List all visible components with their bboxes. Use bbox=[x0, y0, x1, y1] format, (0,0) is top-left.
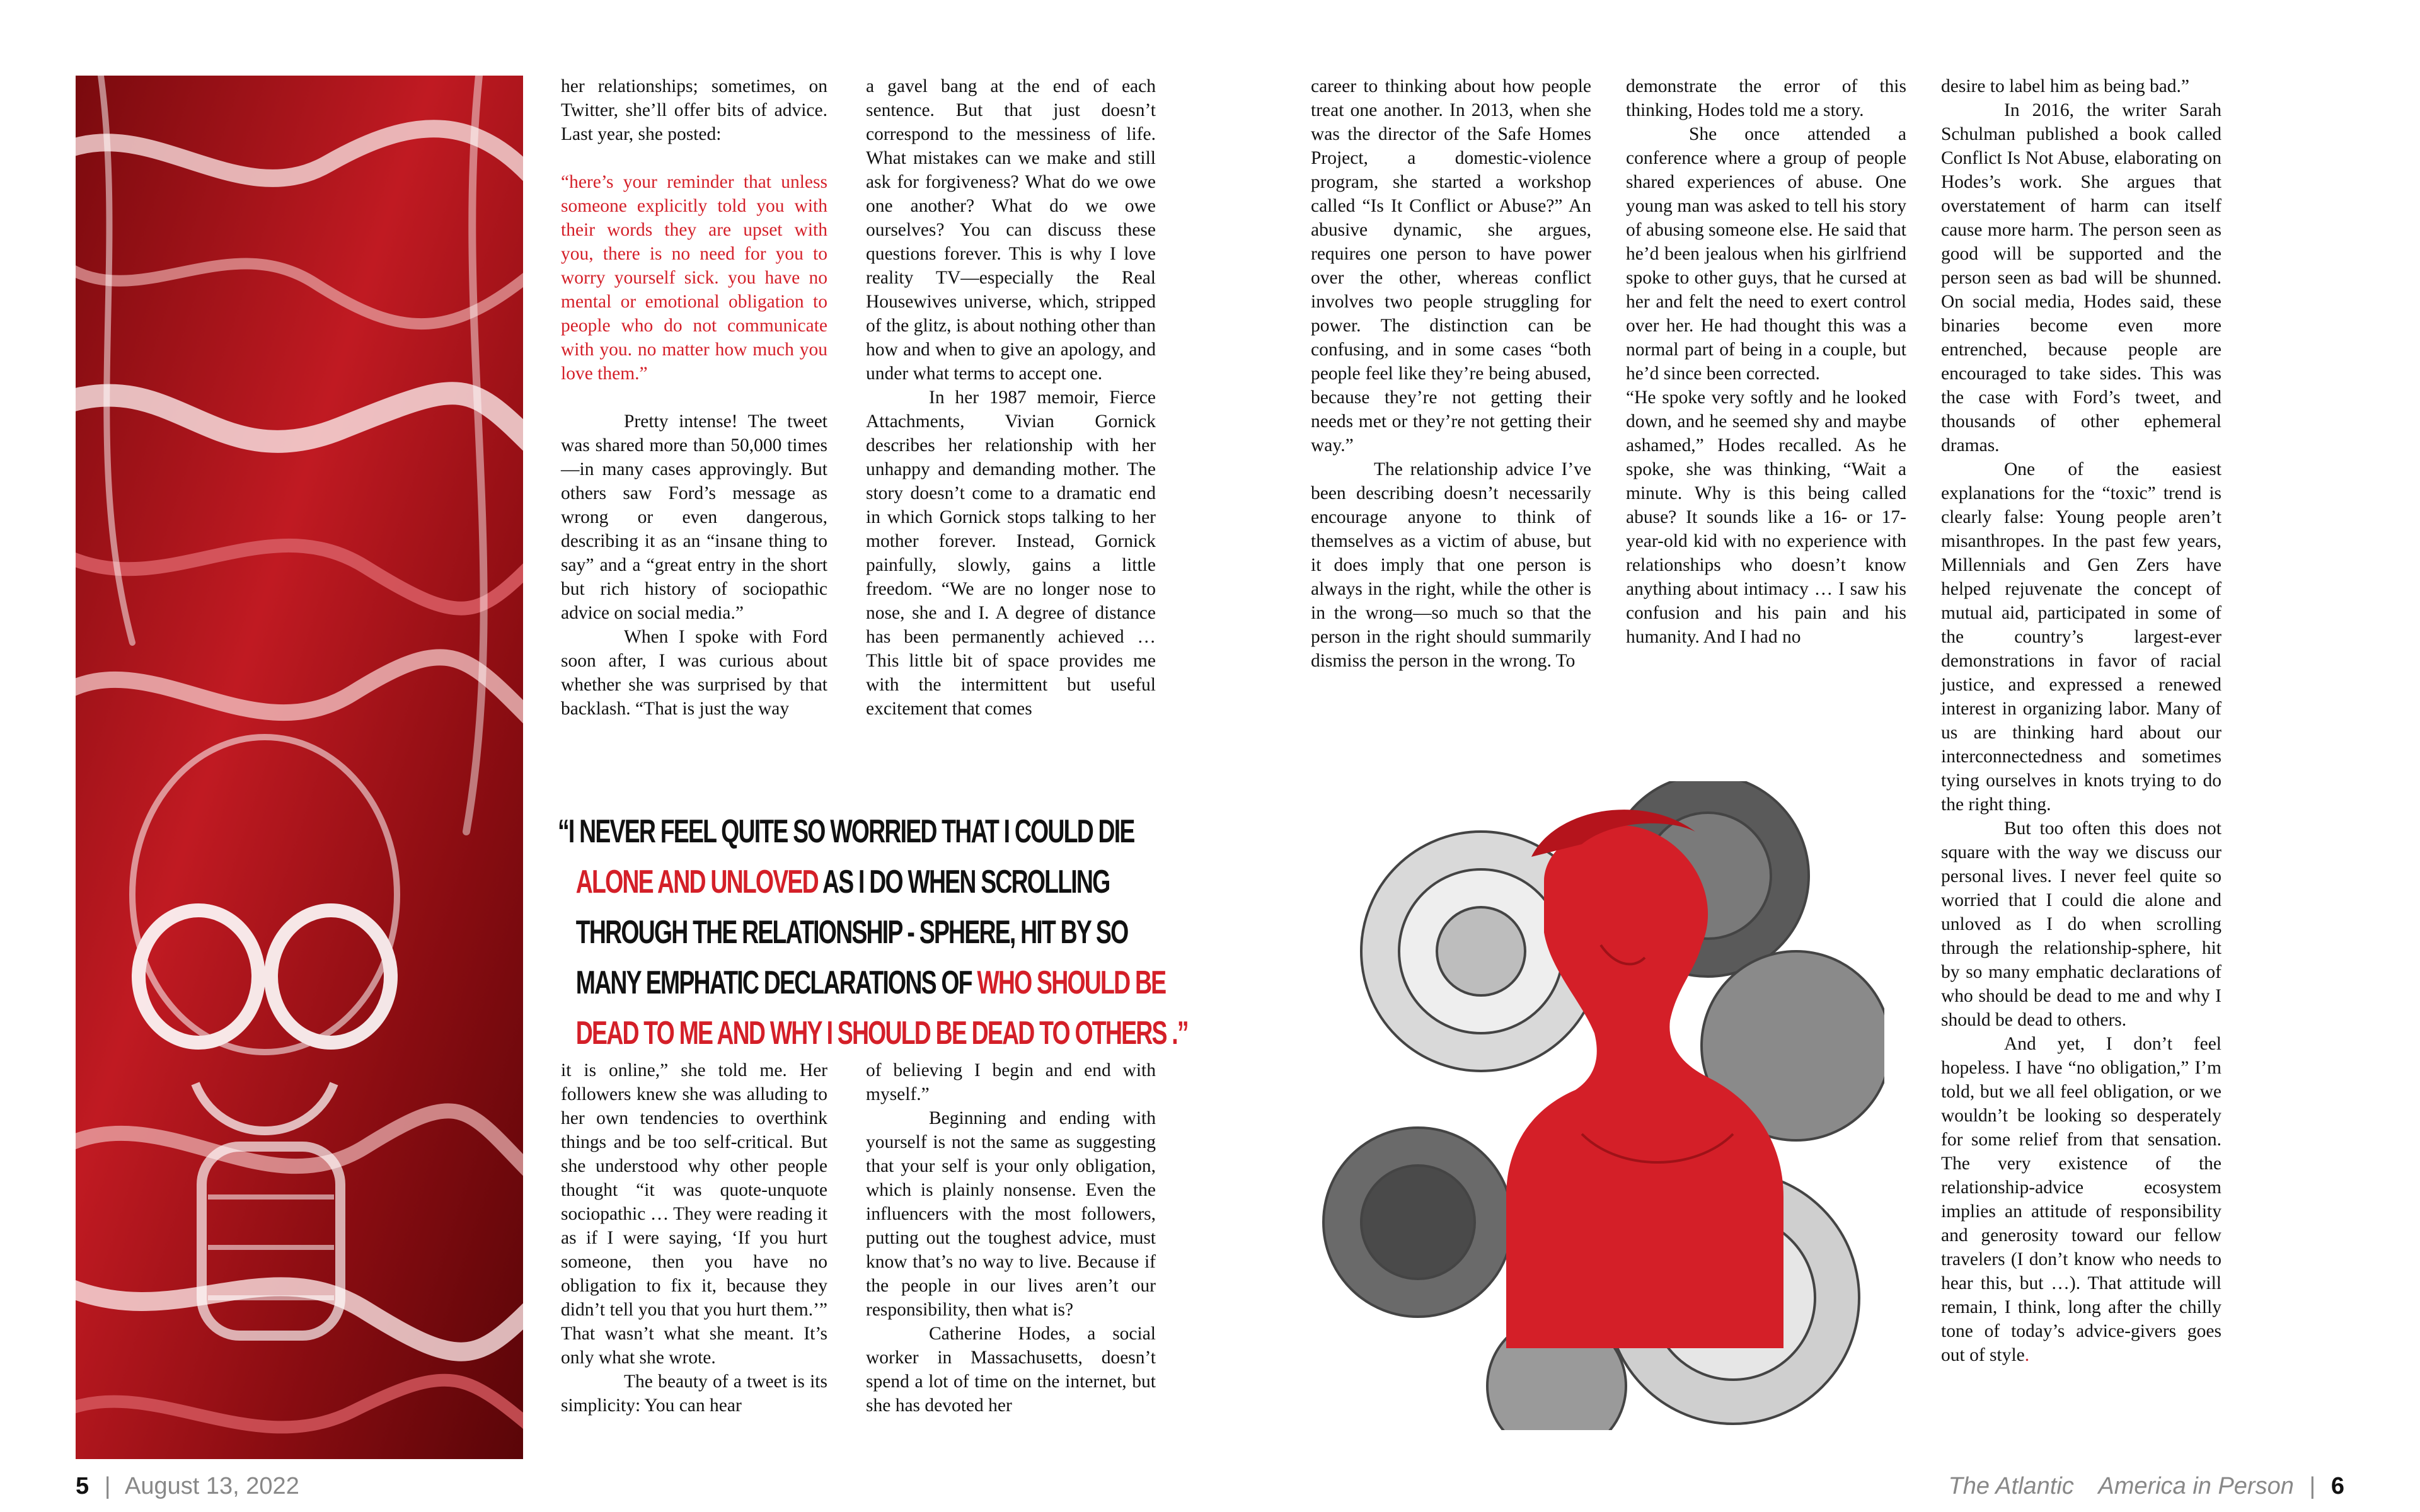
paragraph: One of the easiest explanations for the “toxic” trend is clearly false: Young people aren’t misanthropes. In the past few years, Millennials and Gen Zers have helped rejuvenate the concept of mutual aid, participated in some of the country’s largest-ever demonstrations in favor of racial justice, and expressed a renewed interest in organizing labor. Many of us are thinking hard about our interconnectedness and sometimes tying ourselves in knots trying to do the right thing. bbox=[1941, 459, 2221, 815]
pull-quote-line: THROUGH THE RELATIONSHIP - SPHERE, HIT BY SO bbox=[575, 914, 1128, 951]
paragraph: of believing I begin and end with myself.” bbox=[866, 1060, 1156, 1104]
pull-quote-highlight: WHO SHOULD BE bbox=[977, 965, 1166, 1001]
paragraph: Pretty intense! The tweet was shared more than 50,000 times—in many cases approvingly. But others saw Ford’s message as wrong or even dangerous, describing it as an “insane thing to say” and a “great entry in the short but rich history of sociopathic advice on social media.” bbox=[561, 411, 827, 623]
article-column-1-bottom bbox=[561, 1058, 827, 1418]
paragraph: The beauty of a tweet is its simplicity: You can hear bbox=[561, 1372, 827, 1416]
pull-quote-line bbox=[558, 958, 1166, 1008]
paragraph: The relationship advice I’ve been describing doesn’t necessarily encourage anyone to think of themselves as a victim of abuse, but it does imply that one person is always in the right, while the other is in the wrong—so much so that the person in the right should summarily dismiss the person in the wrong. To bbox=[1311, 459, 1591, 671]
section-name: America in Person bbox=[2098, 1473, 2294, 1499]
paragraph: career to thinking about how people treat one another. In 2013, when she was the director of the Safe Homes Project, a domestic-violence program, she started a workshop called “Is It Conflict or Abuse?” An abusive dynamic, she argues, requires one person to have power over the other, whereas conflict involves two people struggling for power. The distinction can be confusing, and in some cases “both people feel like they’re being abused, because they’re not getting their needs met or they’re not getting their way.” bbox=[1311, 76, 1591, 455]
tweet-quote: “here’s your reminder that unless someone explicitly told you with their words they are upset with you, there is no need for you to worry yourself sick. you have no mental or emotional obligation to people who do not communicate with you. no matter how much you love them.” bbox=[561, 172, 827, 384]
article-column-2-top bbox=[866, 74, 1156, 721]
paragraph: When I spoke with Ford soon after, I was curious about whether she was surprised by that backlash. “That is just the way bbox=[561, 627, 827, 719]
footer-separator: | bbox=[2309, 1473, 2316, 1499]
paragraph: She once attended a conference where a group of people shared experiences of abuse. One young man was asked to tell his story of abusing someone else. He said that he’d been jealous when his girlfriend spoke to other guys, that he cursed at her and felt the need to exert control over her. He had thought this was a normal part of being in a couple, but he’d since been corrected. bbox=[1626, 124, 1906, 384]
paragraph: Beginning and ending with yourself is not the same as suggesting that your self is your only obligation, which is plainly nonsense. Even the influencers with the most followers, putting out the toughest advice, must know that’s no way to live. Because if the people in our lives aren’t our responsibility, then what is? bbox=[866, 1108, 1156, 1320]
article-column-5 bbox=[1941, 74, 2221, 1367]
page-number: 5 bbox=[76, 1473, 89, 1499]
article-column-2-bottom bbox=[866, 1058, 1156, 1418]
paragraph: “He spoke very softly and he looked down, and he seemed shy and maybe ashamed,” Hodes recalled. As he spoke, she was thinking, “Wait a minute. Why is this being called abuse? It sounds like a 16- or 17-year-old kid with no experience with relationships who doesn’t know anything about intimacy … I saw his confusion and his pain and his humanity. And I had no bbox=[1626, 387, 1906, 647]
page-number: 6 bbox=[2331, 1473, 2344, 1499]
footer-left bbox=[76, 1473, 299, 1500]
footer-separator: | bbox=[104, 1473, 111, 1499]
paragraph: it is online,” she told me. Her followers knew she was alluding to her own tendencies to overthink things and be too self-critical. But she understood why other people thought “it was quote-unquote sociopathic … They were reading it as if I were saying, ‘If you hurt someone, then you have no obligation to fix it, because they didn’t tell you that you hurt them.’” That wasn’t what she meant. It’s only what she wrote. bbox=[561, 1060, 827, 1368]
pull-quote-text: MANY EMPHATIC DECLARATIONS OF bbox=[575, 965, 977, 1001]
paragraph: In 2016, the writer Sarah Schulman published a book called Conflict Is Not Abuse, elaborating on Hodes’s work. She argues that overstatement of harm can itself cause more harm. The person seen as good will be supported and the person seen as bad will be shunned. On social media, Hodes said, these binaries become even more entrenched, because people are encouraged to take sides. This was the case with Ford’s tweet, and thousands of other ephemeral dramas. bbox=[1941, 100, 2221, 455]
paragraph: her relationships; sometimes, on Twitter, she’ll offer bits of advice. Last year, she posted: bbox=[561, 76, 827, 144]
pull-quote-highlight: DEAD TO ME AND WHY I SHOULD BE DEAD TO OTHERS . bbox=[575, 1015, 1177, 1051]
pull-quote-highlight: ALONE AND UNLOVED bbox=[575, 864, 818, 900]
paragraph-text: And yet, I don’t feel hopeless. I have “no obligation,” I’m told, but we all feel obligation, or we wouldn’t be looking so desperately for some relief from that sensation. The very existence of the relationship-advice ecosystem implies an attitude of responsibility and generosity toward our fellow travelers (I don’t know who needs to hear this, but …). That attitude will remain, I think, long after the chilly tone of today’s advice-givers goes out of style bbox=[1941, 1034, 2221, 1365]
bust-roses-collage bbox=[1317, 781, 1884, 1430]
footer-right bbox=[1949, 1473, 2344, 1500]
paragraph bbox=[1941, 1032, 2221, 1367]
paragraph: demonstrate the error of this thinking, Hodes told me a story. bbox=[1626, 76, 1906, 120]
pull-quote-line bbox=[558, 1008, 1188, 1058]
paragraph: Catherine Hodes, a social worker in Massachusetts, doesn’t spend a lot of time on the internet, but she has devoted her bbox=[866, 1324, 1156, 1416]
article-column-1-top bbox=[561, 74, 827, 721]
paragraph: In her 1987 memoir, Fierce Attachments, Vivian Gornick describes her relationship with her unhappy and demanding mother. The story doesn’t come to a dramatic end in which Gornick stops talking to her mother forever. Instead, Gornick painfully, slowly, gains a little freedom. “We are no longer nose to nose, she and I. A degree of distance has been permanently achieved … This little bit of space provides me with the intermittent but useful excitement that comes bbox=[866, 387, 1156, 719]
pull-quote-line bbox=[558, 857, 1110, 907]
pull-quote bbox=[558, 806, 1188, 1058]
pull-quote-text: AS I DO WHEN SCROLLING bbox=[817, 864, 1110, 900]
pull-quote-text: ” bbox=[1177, 1015, 1188, 1051]
paragraph: desire to label him as being bad.” bbox=[1941, 76, 2190, 96]
issue-date: August 13, 2022 bbox=[125, 1473, 299, 1499]
end-mark: . bbox=[2024, 1345, 2030, 1365]
article-column-3 bbox=[1311, 74, 1591, 673]
pull-quote-line: “I NEVER FEEL QUITE SO WORRIED THAT I COULD DIE bbox=[558, 813, 1134, 850]
publication-name: The Atlantic bbox=[1948, 1473, 2074, 1499]
gas-mask-illustration bbox=[76, 76, 523, 1459]
paragraph: a gavel bang at the end of each sentence. But that just doesn’t correspond to the messiness of life. What mistakes can we make and still ask for forgiveness? What do we owe one another? What do we owe ourselves? You can discuss these questions forever. This is why I love reality TV—especially the Real Housewives universe, which, stripped of the glitz, is about nothing other than how and when to give an apology, and under what terms to accept one. bbox=[866, 76, 1156, 384]
paragraph: But too often this does not square with the way we discuss our personal lives. I never feel quite so worried that I could die alone and unloved as I do when scrolling through the relationship-sphere, hit by so many emphatic declarations of who should be dead to me and why I should be dead to others. bbox=[1941, 818, 2221, 1030]
article-column-4 bbox=[1626, 74, 1906, 649]
